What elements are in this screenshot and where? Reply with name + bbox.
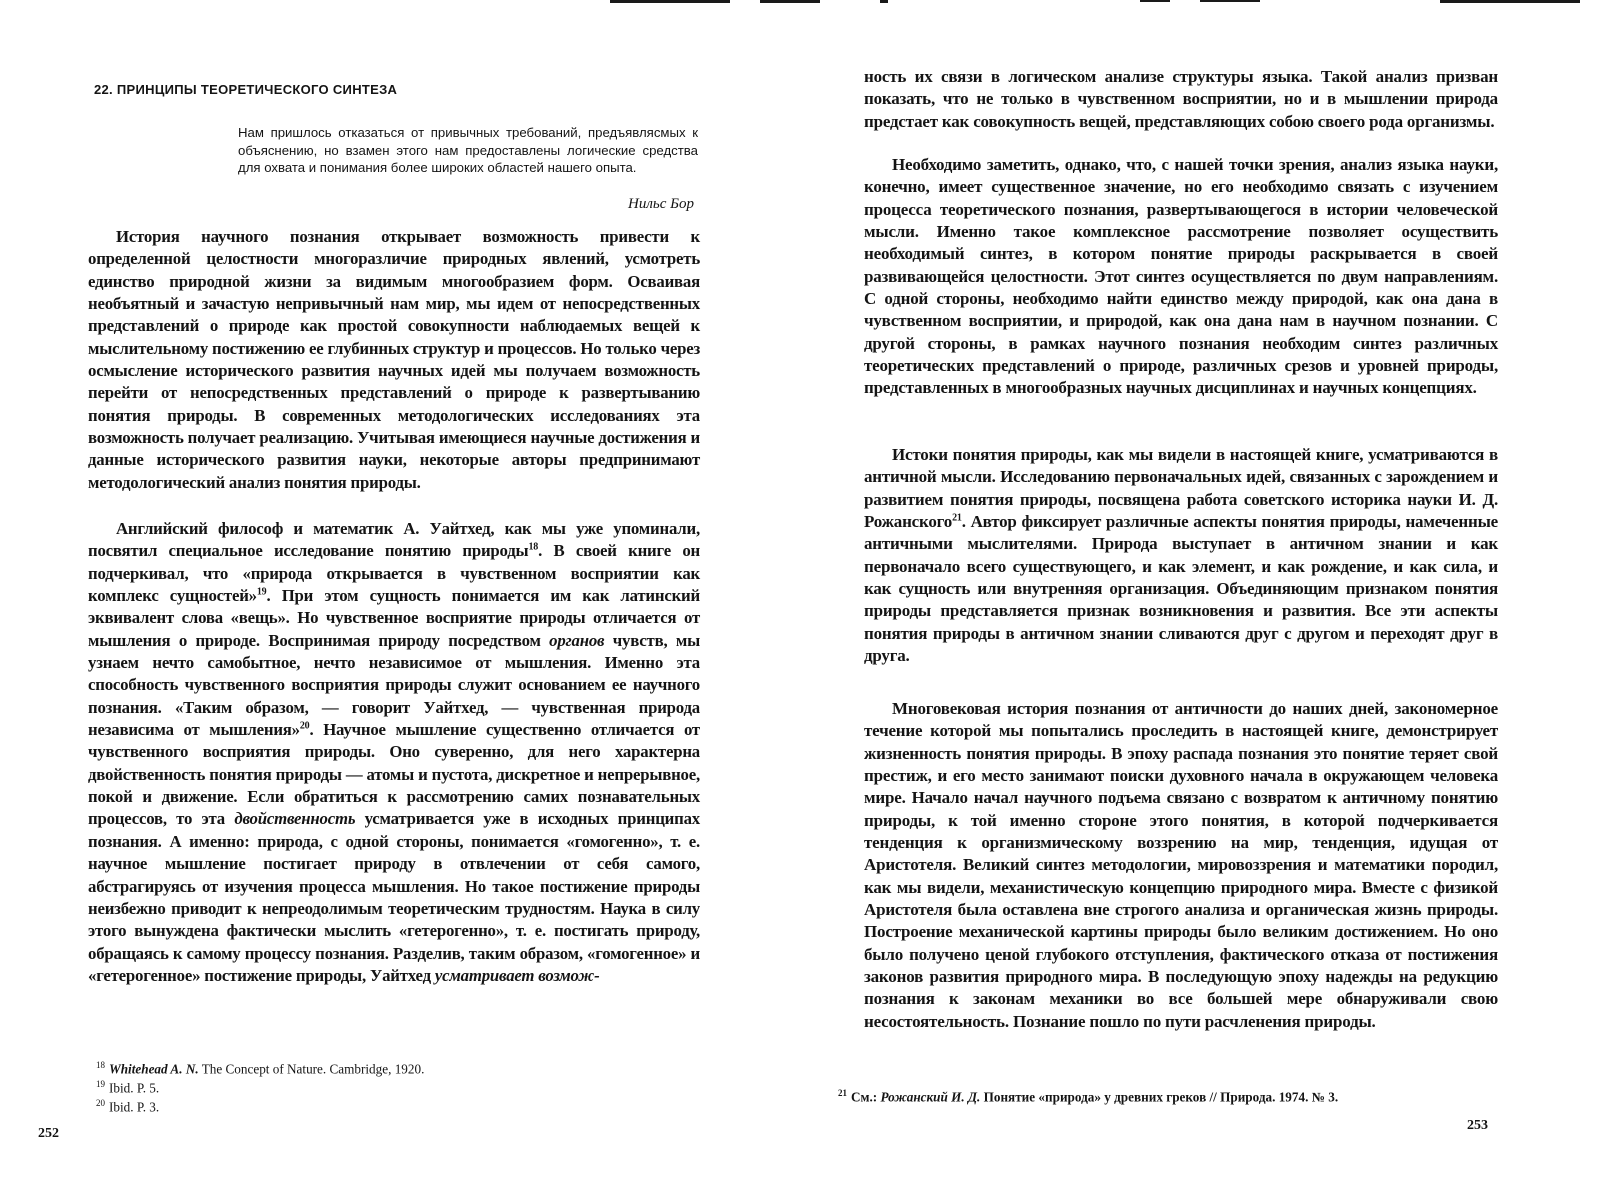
epigraph-author: Нильс Бор: [628, 196, 694, 212]
chapter-title: 22. ПРИНЦИПЫ ТЕОРЕТИЧЕСКОГО СИНТЕЗА: [94, 82, 398, 97]
footnote-ref-21[interactable]: 21: [952, 512, 962, 524]
paragraph-2: Английский философ и математик А. Уайтхед, как мы уже упоминали, посвятил специальное исследование понятию природы$^{18}$. В своей книге он подчеркивал, что «природа открывается в чувственном восприятии как комплекс сущностей»$^{19}$. При этом сущность понимается им как латинский эквивалент слова «вещь». Но чувственное восприятие природы отличается от мышления о природе. Воспринимая природу посредством органов чувств, мы узнаем нечто самобытное, нечто независимое от мышления. Именно эта способность чувственного восприятия природы служит основанием ее научного познания. «Таким образом, — говорит Уайтхед, — чувственная природа независима от мышления»$^{20}$. Научное мышление существенно отличается от чувственного восприятия природы. Оно суверенно, для него характерна двойственность понятия природы — атомы и пустота, дискретное и непрерывное, покой и движение. Если обратиться к рассмотрению самих познавательных процессов, то эта двойственность усматривается уже в исходных принципах познания. А именно: природа, с одной стороны, понимается «гомогенно», т. е. научное мышление постигает природу в отвлечении от себя самого, абстрагируясь от изучения процесса мышления. Но такое постижение природы неизбежно приводит к непреодолимым теоретическим трудностям. Наука в силу этого вынуждена фактически мыслить «гетерогенно», т. е. постигать природу, обращаясь к самому процессу познания. Разделив, таким образом, «гомогенное» и «гетерогенное» постижение природы, Уайтхед усматривает возмож-: [88, 519, 701, 985]
footnote-ref-18[interactable]: 18: [528, 541, 539, 553]
paragraph-continued: ность их связи в логическом анализе структуры языка. Такой анализ призван показать, что не только в чувственном восприятии, но и в мышлении природа предстает как совокупность вещей, представляющих собою своего рода организмы.: [864, 67, 1498, 131]
paragraph-1: История научного познания открывает возможность привести к определенной целостности многоразличие природных явлений, усмотреть единство природной жизни за видимым многообразием форм. Осваивая необъятный и зачастую непривычный нам мир, мы идем от непосредственных представлений о природе как простой совокупности наблюдаемых вещей к мыслительному постижению ее глубинных структур и процессов. Но только через осмысление исторического развития научных идей мы получаем возможность перейти от непосредственных представлений о природе к развертыванию понятия природы. В современных методологических исследованиях эта возможность получает реализацию. Учитывая имеющиеся научные достижения и данные исторического развития науки, некоторые авторы предпринимают методологический анализ понятия природы.: [88, 227, 701, 492]
right-page: [838, 0, 1498, 1180]
paragraph-5: Многовековая история познания от античности до наших дней, закономерное течение которой мы попытались проследить в настоящей книге, демонстрирует жизненность понятия природы. В эпоху распада познания это понятие теряет свой престиж, и его место занимают поиски духовного начала в окружающем человека мире. Начало начал научного подъема связано с возвратом к античному понятию природы, к той именно стороне этого понятия, в которой подчеркивается тенденция к организмическому воззрению на мир, тенденция, идущая от Аристотеля. Великий синтез методологии, мировоззрения и математики породил, как мы видели, механистическую концепцию природного мира. Вместе с физикой Аристотеля была оставлена вне строгого анализа и органическая жизнь природы. Построение механической картины природы было великим достижением. Но оно было получено ценой глубокого отступления, фактического отказа от постижения законов развития природного мира. В последующую эпоху надежды на редукцию познания к законам механики во все большей мере обнаруживали свою несостоятельность. Познание пошло по пути расчленения природы.: [864, 699, 1498, 1031]
footnotes-left: [96, 1058, 696, 1115]
footnote-18: $^{18}$ Whitehead A. N. The Concept of Nature. Cambridge, 1920.: [96, 1060, 425, 1077]
footnotes-right: [838, 1086, 1468, 1105]
footnote-ref-20[interactable]: 20: [299, 720, 310, 732]
footnote-19: $^{19}$ Ibid. P. 5.: [96, 1078, 160, 1096]
paragraph-3: Необходимо заметить, однако, что, с нашей точки зрения, анализ языка науки, конечно, имеет существенное значение, но его необходимо связать с изучением процесса теоретического познания, развертывающегося в истории человеческой мысли. Именно такое комплексное рассмотрение позволяет осуществить необходимый синтез, в котором понятие природы раскрывается в своей развивающейся целостности. Этот синтез осуществляется по двум направлениям. С одной стороны, необходимо найти единство между природой, как она дана в чувственном восприятии, и природой, как она дана нам в научном познании. С другой стороны, в рамках научного познания необходим синтез различных теоретических представлений о природе, различных срезов и уровней природы, представленных в многообразных научных дисциплинах и научных концепциях.: [864, 155, 1498, 398]
page-number: 253: [1467, 1118, 1488, 1133]
footnote-21: $^{21}$ См.: Рожанский И. Д. Понятие «природа» у древних греков // Природа. 1974. № 3.: [838, 1088, 1339, 1105]
epigraph: Нам пришлось отказаться от привычных требований, предъявлясмых к объяснению, но взамен этого нам предоставлены логические средства для охвата и понимания более широких областей нашего опыта.: [238, 125, 698, 175]
paragraph-4: Истоки понятия природы, как мы видели в настоящей книге, усматриваются в античной мысли. Исследованию первоначальных идей, связанных с зарождением и развитием понятия природы, посвящена работа советского историка науки И. Д. Рожанского$^{21}$. Автор фиксирует различные аспекты понятия природы, намеченные античными мыслителями. Природа выступает в античном знании и как первоначало всего существующего, и как элемент, и как рождение, и как сила, и как сущность или внутренняя организация. Объединяющим признаком понятия природы представляется признак возникновения и развития. Все эти аспекты понятия природы в античном знании сливаются друг с другом и переходят друг в друга.: [864, 445, 1498, 666]
page-number: 252: [38, 1126, 59, 1141]
footnote-20: $^{20}$ Ibid. P. 3.: [96, 1097, 160, 1115]
left-page: [38, 0, 701, 1180]
footnote-ref-19[interactable]: 19: [256, 586, 267, 598]
